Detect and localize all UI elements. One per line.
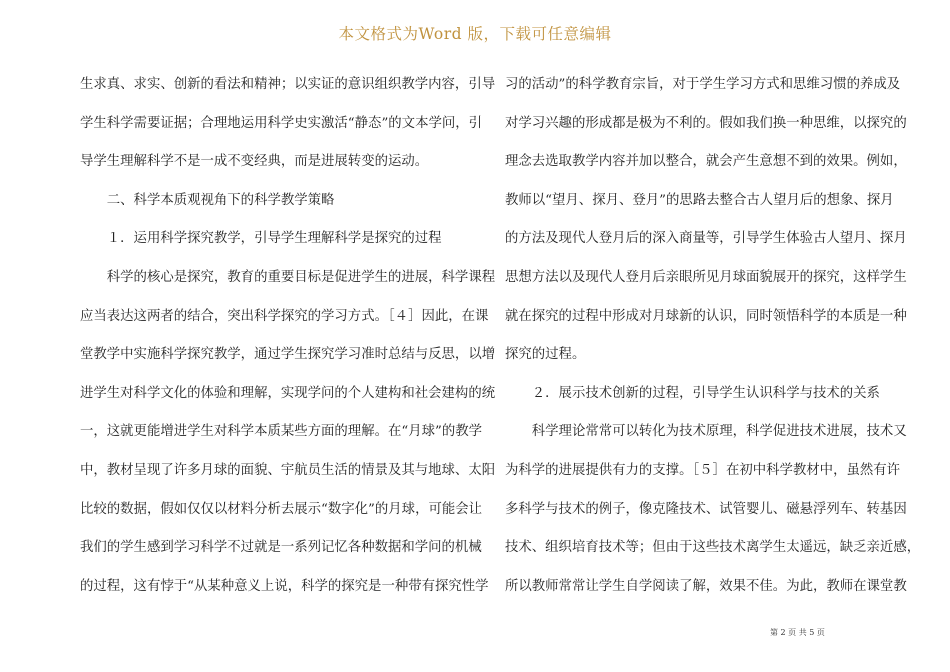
text-line: 中，教材呈现了许多月球的面貌、宇航员生活的情景及其与地球、太阳 [80, 462, 496, 478]
text-line: 多科学与技术的例子，像克隆技术、试管婴儿、磁悬浮列车、转基因 [505, 501, 907, 517]
text-line: 为科学的进展提供有力的支撑。［５］在初中科学教材中，虽然有许 [505, 462, 901, 478]
document-header: 本文格式为Word 版，下载可任意编辑 [338, 25, 612, 43]
text-line: 比较的数据，假如仅仅以材料分析去展示“数字化”的月球，可能会让 [80, 501, 483, 517]
text-line: 探究的过程。 [505, 347, 586, 363]
text-line: 一，这就更能增进学生对科学本质某些方面的理解。在“月球”的教学 [80, 424, 483, 440]
text-line: 对学习兴趣的形成都是极为不利的。假如我们换一种思维，以探究的 [505, 115, 907, 131]
text-line: 就在探究的过程中形成对月球新的认识，同时领悟科学的本质是一种 [505, 308, 907, 324]
text-line: 技术、组织培育技术等；但由于这些技术离学生太遥远，缺乏亲近感， [505, 540, 921, 556]
text-line: 堂教学中实施科学探究教学，通过学生探究学习准时总结与反思，以增 [80, 347, 496, 363]
subsection-heading: １．运用科学探究教学，引导学生理解科学是探究的过程 [80, 231, 442, 247]
text-line: 所以教师常常让学生自学阅读了解，效果不佳。为此，教师在课堂教 [505, 578, 907, 594]
text-line: 教师以“望月、探月、登月”的思路去整合古人望月后的想象、探月 [505, 192, 894, 208]
text-line: 导学生理解科学不是一成不变经典，而是进展转变的运动。 [80, 154, 429, 170]
text-line: 思想方法以及现代人登月后亲眼所见月球面貌展开的探究，这样学生 [505, 269, 907, 285]
text-line: 我们的学生感到学习科学不过就是一系列记忆各种数据和学问的机械 [80, 540, 482, 556]
section-heading: 二、科学本质观视角下的科学教学策略 [80, 192, 335, 208]
text-line: 生求真、求实、创新的看法和精神；以实证的意识组织教学内容，引导 [80, 77, 496, 92]
text-line: 的过程，这有悖于“从某种意义上说，科学的探究是一种带有探究性学 [80, 578, 489, 594]
text-line: 科学理论常常可以转化为技术原理，科学促进技术进展，技术又 [505, 424, 907, 440]
text-line: 的方法及现代人登月后的深入商量等，引导学生体验古人望月、探月 [505, 231, 907, 247]
text-line: 应当表达这两者的结合，突出科学探究的学习方式。［４］因此，在课 [80, 308, 489, 324]
text-line: 理念去选取教学内容并加以整合，就会产生意想不到的效果。例如， [505, 154, 907, 170]
text-line: 习的活动”的科学教育宗旨，对于学生学习方式和思维习惯的养成及 [505, 77, 901, 92]
text-line: 科学的核心是探究，教育的重要目标是促进学生的进展，科学课程 [80, 269, 496, 285]
left-text-column [80, 72, 496, 612]
subsection-heading: ２．展示技术创新的过程，引导学生认识科学与技术的关系 [505, 385, 880, 401]
text-line: 进学生对科学文化的体验和理解，实现学问的个人建构和社会建构的统 [80, 385, 496, 401]
page-number: 第 2 页 共 5 页 [770, 628, 825, 637]
right-text-column [505, 72, 921, 612]
text-line: 学生科学需要证据；合理地运用科学史实激活“静态”的文本学问，引 [80, 115, 483, 131]
